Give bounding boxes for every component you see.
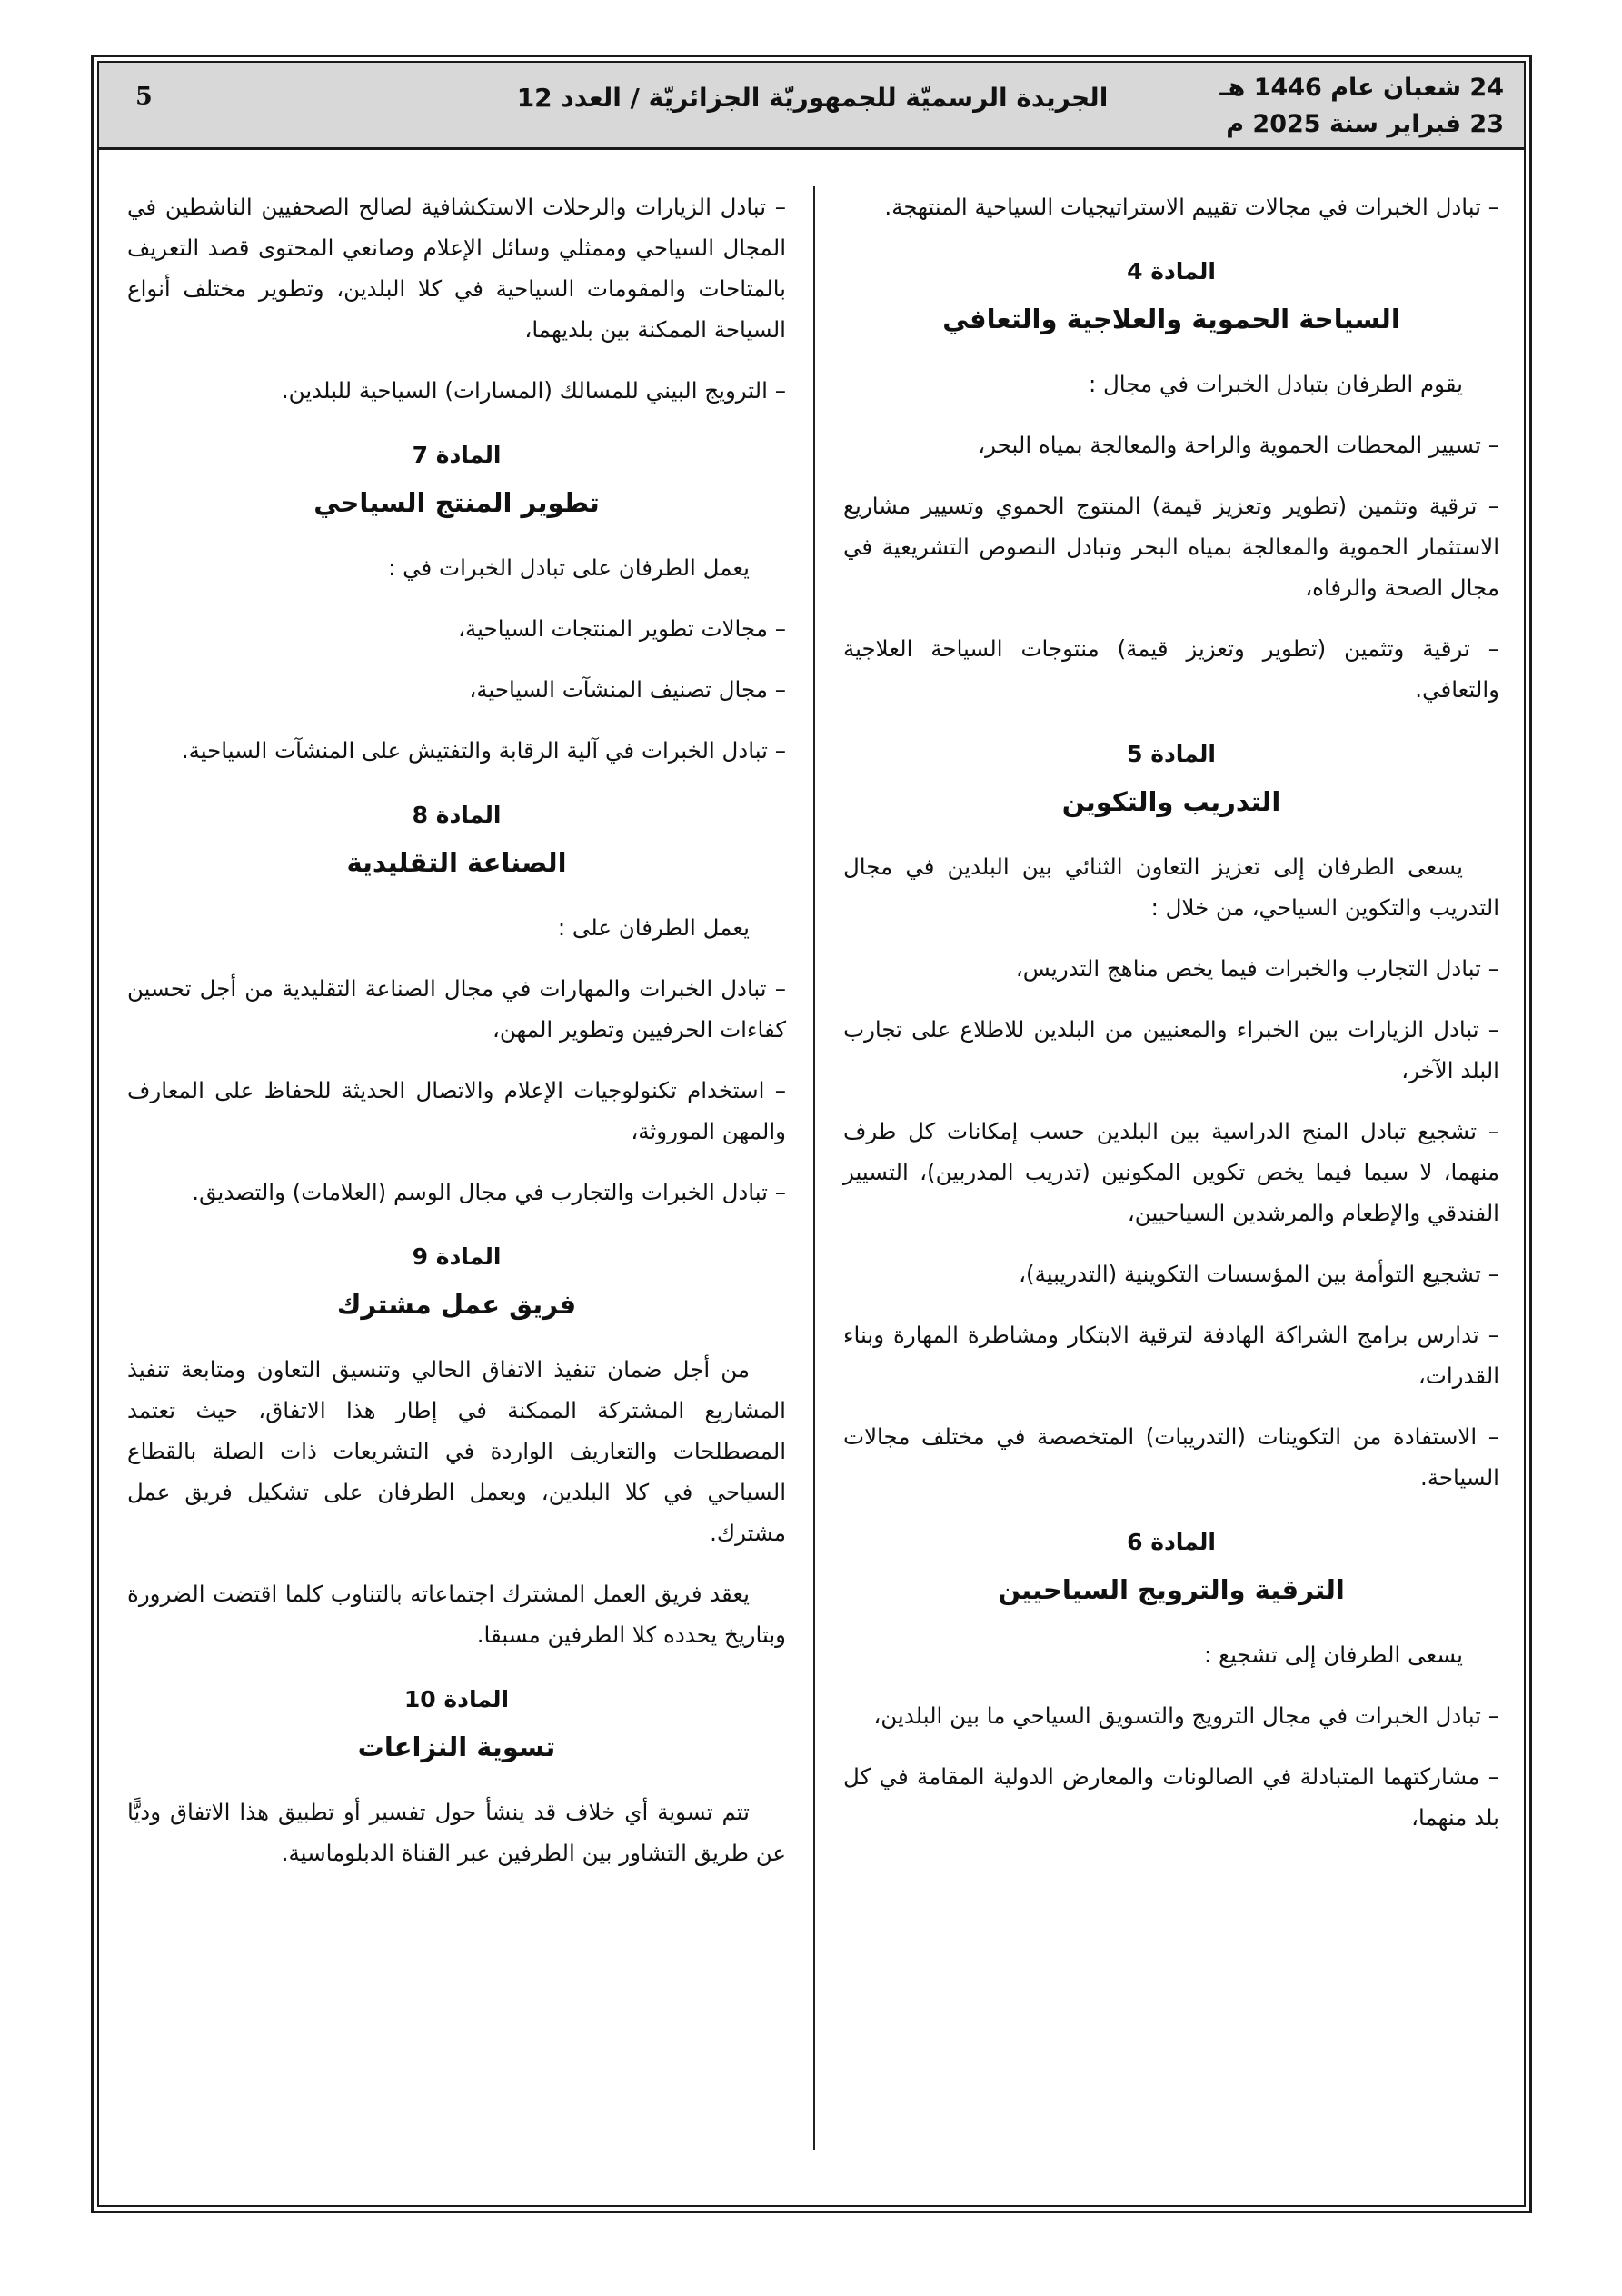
list-item: – تبادل التجارب والخبرات فيما يخص مناهج التدريس، <box>1015 955 1499 982</box>
left-column <box>127 186 786 1893</box>
list-item: – ترقية وتثمين (تطوير وتعزيز قيمة) منتوجات السياحة العلاجية والتعافي. <box>843 635 1499 703</box>
list-item: – تبادل الزيارات بين الخبراء والمعنيين من البلدين للاطلاع على تجارب البلد الآخر، <box>843 1016 1499 1083</box>
article-4-label: المادة 4 <box>1127 258 1216 285</box>
column-divider <box>813 186 815 2150</box>
list-item: – الاستفادة من التكوينات (التدريبات) المتخصصة في مختلف مجالات السياحة. <box>843 1423 1499 1491</box>
list-item: – تشجيع تبادل المنح الدراسية بين البلدين حسب إمكانات كل طرف منهما، لا سيما فيما يخص تكوين المكونين (تدريب المدربين)، التسيير الفندقي والإطعام والمرشدين السياحيين، <box>843 1118 1499 1226</box>
article-4-intro: يقوم الطرفان بتبادل الخبرات في مجال : <box>1088 371 1463 397</box>
right-column <box>843 186 1499 1858</box>
article-9-label: المادة 9 <box>412 1243 502 1270</box>
article-10-title: تسوية النزاعات <box>357 1732 556 1762</box>
article-8-label: المادة 8 <box>412 802 502 828</box>
article-8-title: الصناعة التقليدية <box>346 847 567 878</box>
list-item: – ترقية وتثمين (تطوير وتعزيز قيمة) المنتوج الحموي وتسيير مشاريع الاستثمار الحموية والمعالجة بمياه البحر وتبادل النصوص التشريعية في مجال الصحة والرفاه، <box>843 493 1499 601</box>
list-item: – تبادل الخبرات والتجارب في مجال الوسم (العلامات) والتصديق. <box>192 1179 786 1205</box>
article-4-title: السياحة الحموية والعلاجية والتعافي <box>942 304 1400 334</box>
article-7-intro: يعمل الطرفان على تبادل الخبرات في : <box>388 554 750 581</box>
article-9-paragraph: يعقد فريق العمل المشترك اجتماعاته بالتناوب كلما اقتضت الضرورة وبتاريخ يحدده كلا الطرفين مسبقا. <box>127 1581 786 1648</box>
list-item: – تبادل الخبرات في مجال الترويج والتسويق السياحي ما بين البلدين، <box>873 1702 1499 1729</box>
article-5-title: التدريب والتكوين <box>1061 786 1281 817</box>
article-10-paragraph: تتم تسوية أي خلاف قد ينشأ حول تفسير أو تطبيق هذا الاتفاق وديًّا عن طريق التشاور بين الطرفين عبر القناة الدبلوماسية. <box>127 1799 786 1866</box>
list-item: – تدارس برامج الشراكة الهادفة لترقية الابتكار ومشاطرة المهارة وبناء القدرات، <box>843 1322 1499 1389</box>
page-header <box>99 63 1524 150</box>
article-10-label: المادة 10 <box>403 1686 510 1712</box>
article-5-label: المادة 5 <box>1127 741 1216 767</box>
article-5-intro: يسعى الطرفان إلى تعزيز التعاون الثنائي بين البلدين في مجال التدريب والتكوين السياحي، من خلال : <box>843 854 1499 921</box>
article-6-label: المادة 6 <box>1127 1529 1216 1555</box>
article-7-label: المادة 7 <box>412 442 502 468</box>
list-item: – مجالات تطوير المنتجات السياحية، <box>458 615 786 642</box>
list-item: – تبادل الزيارات والرحلات الاستكشافية لصالح الصحفيين الناشطين في المجال السياحي وممثلي وسائل الإعلام وصانعي المحتوى قصد التعريف بالمتاحات والمقومات السياحية في كلا البلدين، وتطوير مختلف أنواع السياحة الممكنة بين بلديهما، <box>127 194 786 343</box>
date-gregorian: 23 فبراير سنة 2025 م <box>1226 110 1504 138</box>
article-9-paragraph: من أجل ضمان تنفيذ الاتفاق الحالي وتنسيق التعاون ومتابعة تنفيذ المشاريع المشتركة الممكنة في إطار هذا الاتفاق، حيث تعتمد المصطلحات والتعاريف الواردة في التشريعات ذات الصلة بالقطاع السياحي في كلا البلدين، ويعمل الطرفان على تشكيل فريق عمل مشترك. <box>127 1356 786 1546</box>
page-number: 5 <box>135 83 153 111</box>
list-item: – تشجيع التوأمة بين المؤسسات التكوينية (التدريبية)، <box>1019 1261 1499 1287</box>
article-7-title: تطوير المنتج السياحي <box>313 487 600 518</box>
list-item: – مجال تصنيف المنشآت السياحية، <box>469 676 786 703</box>
header-dates <box>1219 70 1504 143</box>
list-item: – تبادل الخبرات في مجالات تقييم الاستراتيجيات السياحية المنتهجة. <box>884 194 1499 220</box>
article-6-title: الترقية والترويج السياحيين <box>998 1574 1345 1605</box>
list-item: – تسيير المحطات الحموية والراحة والمعالجة بمياه البحر، <box>978 432 1499 458</box>
list-item: – تبادل الخبرات في آلية الرقابة والتفتيش على المنشآت السياحية. <box>181 737 786 764</box>
list-item: – تبادل الخبرات والمهارات في مجال الصناعة التقليدية من أجل تحسين كفاءات الحرفيين وتطوير المهن، <box>127 975 786 1043</box>
list-item: – الترويج البيني للمسالك (المسارات) السياحية للبلدين. <box>281 377 786 404</box>
list-item: – استخدام تكنولوجيات الإعلام والاتصال الحديثة للحفاظ على المعارف والمهن الموروثة، <box>127 1077 786 1144</box>
date-hijri: 24 شعبان عام 1446 هـ <box>1219 74 1504 102</box>
article-6-intro: يسعى الطرفان إلى تشجيع : <box>1204 1642 1463 1668</box>
journal-title: الجريدة الرسميّة للجمهوريّة الجزائريّة / العدد 12 <box>516 83 1109 113</box>
article-9-title: فريق عمل مشترك <box>336 1289 577 1320</box>
article-8-intro: يعمل الطرفان على : <box>557 914 750 941</box>
list-item: – مشاركتهما المتبادلة في الصالونات والمعارض الدولية المقامة في كل بلد منهما، <box>843 1763 1499 1831</box>
